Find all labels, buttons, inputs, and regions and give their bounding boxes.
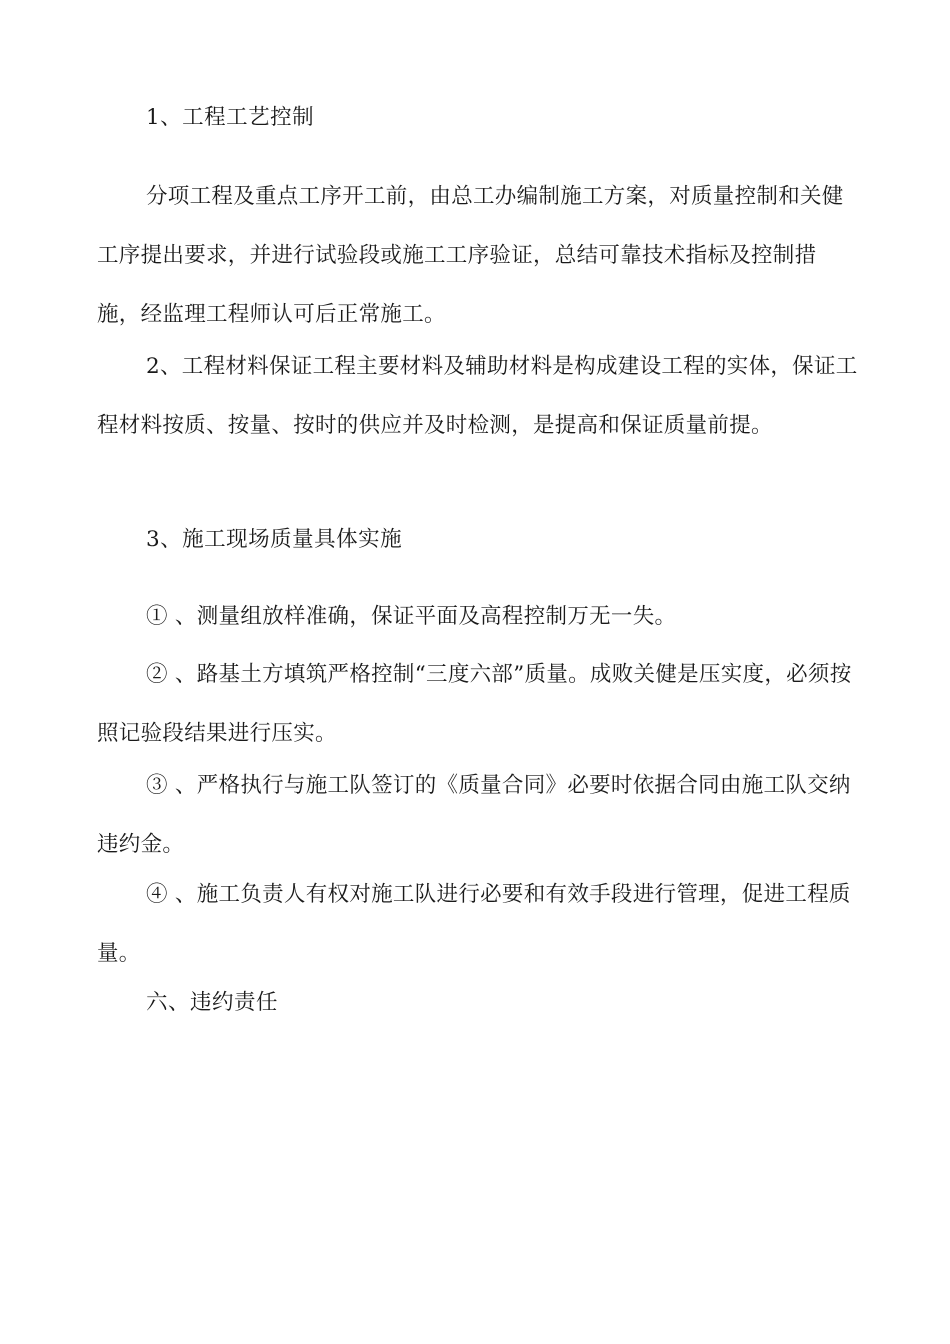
list-item-subgrade-fill: ② 、路基土方填筑严格控制“三度六部”质量。成败关健是压实度，必须按照记验段结果进行压实。 [97,662,852,746]
paragraph-process-control: 分项工程及重点工序开工前，由总工办编制施工方案，对质量控制和关健工序提出要求，并进行试验段或施工工序验证，总结可靠技术指标及控制措施，经监理工程师认可后正常施工。 [97,184,844,327]
section-heading-breach-liability: 六、违约责任 [146,990,279,1015]
section-heading-process-control: 1、工程工艺控制 [146,105,315,130]
list-item-surveying: ① 、测量组放样准确，保证平面及高程控制万无一失。 [146,604,677,629]
section-heading-site-quality: 3、施工现场质量具体实施 [146,527,403,552]
paragraph-materials: 2、工程材料保证工程主要材料及辅助材料是构成建设工程的实体，保证工程材料按质、按量、按时的供应并及时检测，是提高和保证质量前提。 [97,354,858,438]
list-item-construction-management: ④ 、施工负责人有权对施工队进行必要和有效手段进行管理，促进工程质量。 [97,882,851,966]
list-item-quality-contract: ③ 、严格执行与施工队签订的《质量合同》必要时依据合同由施工队交纳违约金。 [97,773,851,857]
